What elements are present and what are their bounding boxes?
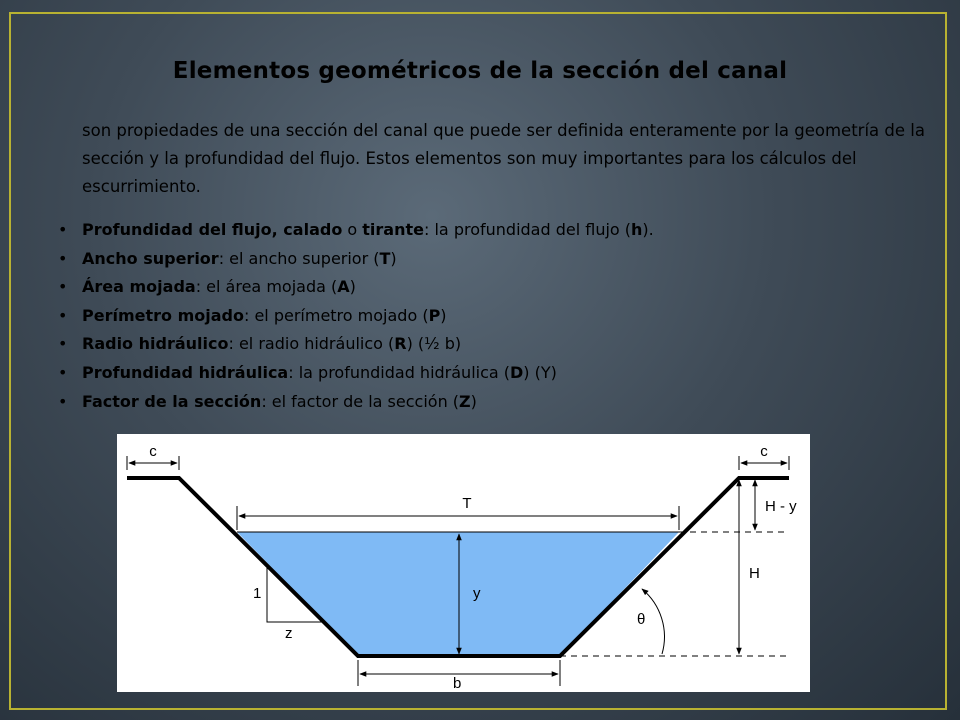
slope-z-label: z	[285, 625, 293, 642]
list-item: • Ancho superior: el ancho superior (T)	[58, 245, 938, 274]
top-width-label: T	[462, 495, 472, 512]
freeboard-label: H - y	[765, 498, 797, 515]
bottom-width-label: b	[453, 675, 462, 692]
channel-section-diagram	[117, 434, 810, 692]
list-item: • Perímetro mojado: el perímetro mojado (P)	[58, 302, 938, 331]
slope-one-label: 1	[253, 585, 262, 602]
element-list	[58, 216, 938, 416]
channel-diagram-svg	[117, 434, 810, 692]
angle-theta-label: θ	[637, 611, 646, 628]
angle-arc	[642, 589, 664, 654]
water-area	[237, 532, 679, 656]
depth-label: y	[473, 585, 481, 602]
c-right-label: c	[760, 443, 768, 460]
list-item: • Factor de la sección: el factor de la sección (Z)	[58, 388, 938, 417]
list-item: • Profundidad del flujo, calado o tirante: la profundidad del flujo (h).	[58, 216, 938, 245]
c-left-label: c	[149, 443, 157, 460]
slide-title: Elementos geométricos de la sección del canal	[172, 58, 788, 84]
total-height-label: H	[749, 565, 760, 582]
list-item: • Profundidad hidráulica: la profundidad hidráulica (D) (Y)	[58, 359, 938, 388]
intro-paragraph: son propiedades de una sección del canal que puede ser definida enteramente por la geometría de la sección y la profundidad del flujo. Estos elementos son muy importantes para los cálculos del escurrimiento.	[82, 121, 925, 196]
list-item: • Radio hidráulico: el radio hidráulico (R) (½ b)	[58, 330, 938, 359]
list-item: • Área mojada: el área mojada (A)	[58, 273, 938, 302]
